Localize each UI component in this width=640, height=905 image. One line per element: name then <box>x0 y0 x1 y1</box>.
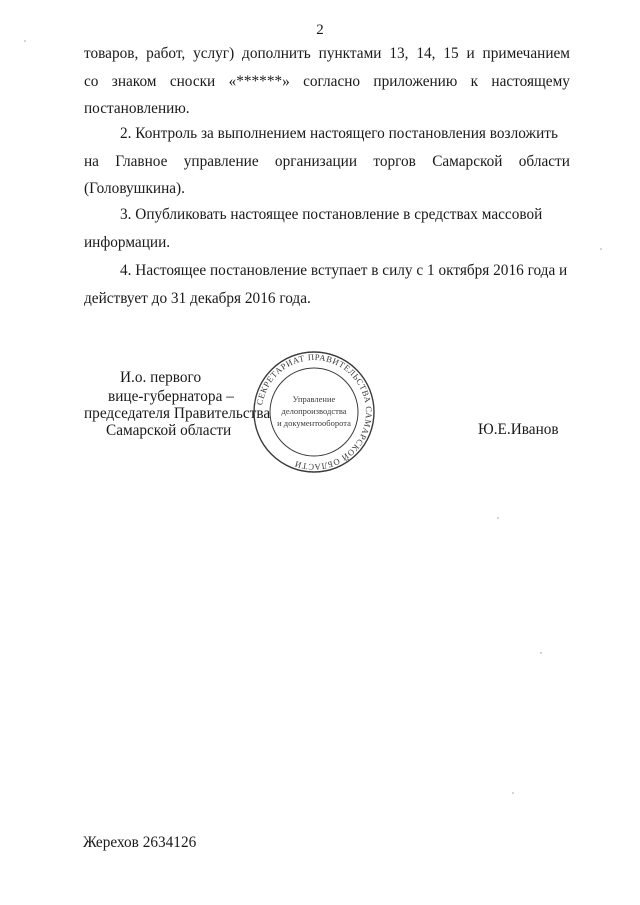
scan-speck <box>600 248 602 250</box>
paragraph-4 <box>84 257 570 312</box>
word: приложению <box>373 72 458 90</box>
word: дополнить <box>242 45 311 62</box>
paragraph-2 <box>84 120 570 203</box>
paragraph-2-line-2 <box>84 148 570 176</box>
word: пунктами <box>318 45 382 62</box>
scan-speck <box>497 517 499 519</box>
official-seal <box>252 350 376 474</box>
word: знаком <box>111 72 157 90</box>
paragraph-1 <box>84 40 570 123</box>
signer-title-line-1: И.о. первого <box>120 369 202 386</box>
seal-inner-line-2: делопроизводства <box>281 406 347 416</box>
word: 15 <box>443 45 459 62</box>
executor-footer: Жерехов 2634126 <box>83 834 197 851</box>
paragraph-1-line-3: постановлению. <box>84 100 190 117</box>
paragraph-1-line-1 <box>84 40 570 68</box>
paragraph-3-line-2: информации. <box>84 233 171 251</box>
seal-inner-line-1: Управление <box>292 394 336 404</box>
word: со <box>84 72 99 90</box>
word: области <box>518 152 570 170</box>
scan-speck <box>512 792 514 794</box>
paragraph-2-line-3: (Головушкина). <box>84 180 185 197</box>
seal-inner-line-3: и документооборота <box>277 418 351 428</box>
word: товаров, <box>84 45 139 62</box>
word: 14, <box>416 45 436 62</box>
word: Главное <box>115 152 168 170</box>
word: работ, <box>146 45 186 62</box>
page-number: 2 <box>316 22 324 38</box>
paragraph-2-line-1: 2. Контроль за выполнением настоящего постановления возложить <box>120 125 558 142</box>
paragraph-3 <box>84 201 570 256</box>
word: сноски <box>169 72 216 90</box>
word: торгов <box>373 152 416 170</box>
signer-title-line-4: Самарской области <box>106 422 232 439</box>
paragraph-1-line-2 <box>84 68 570 96</box>
seal-outer-text: СЕКРЕТАРИАТ ПРАВИТЕЛЬСТВА САМАРСКОЙ ОБЛАСТИ <box>254 351 375 473</box>
word: «******» <box>228 72 290 90</box>
word: управление <box>183 152 259 170</box>
scan-speck <box>540 652 542 654</box>
scan-speck <box>24 40 26 42</box>
word: и <box>466 45 475 62</box>
word: услуг) <box>193 45 235 62</box>
paragraph-3-line-1: 3. Опубликовать настоящее постановление в средствах массовой <box>120 206 543 223</box>
signer-title-line-3: председателя Правительства <box>84 405 271 422</box>
word: к <box>470 72 479 90</box>
word: согласно <box>303 72 361 90</box>
word: 13, <box>389 45 409 62</box>
word: на <box>84 152 99 170</box>
signer-title-line-2: вице-губернатора – <box>108 388 234 405</box>
word: Самарской <box>432 152 503 170</box>
signer-name: Ю.Е.Иванов <box>478 421 559 438</box>
paragraph-4-line-2: действует до 31 декабря 2016 года. <box>84 289 311 307</box>
word: примечанием <box>482 45 570 62</box>
word: организации <box>274 152 358 170</box>
paragraph-4-line-1: 4. Настоящее постановление вступает в силу с 1 октября 2016 года и <box>120 262 568 279</box>
word: настоящему <box>491 72 570 90</box>
